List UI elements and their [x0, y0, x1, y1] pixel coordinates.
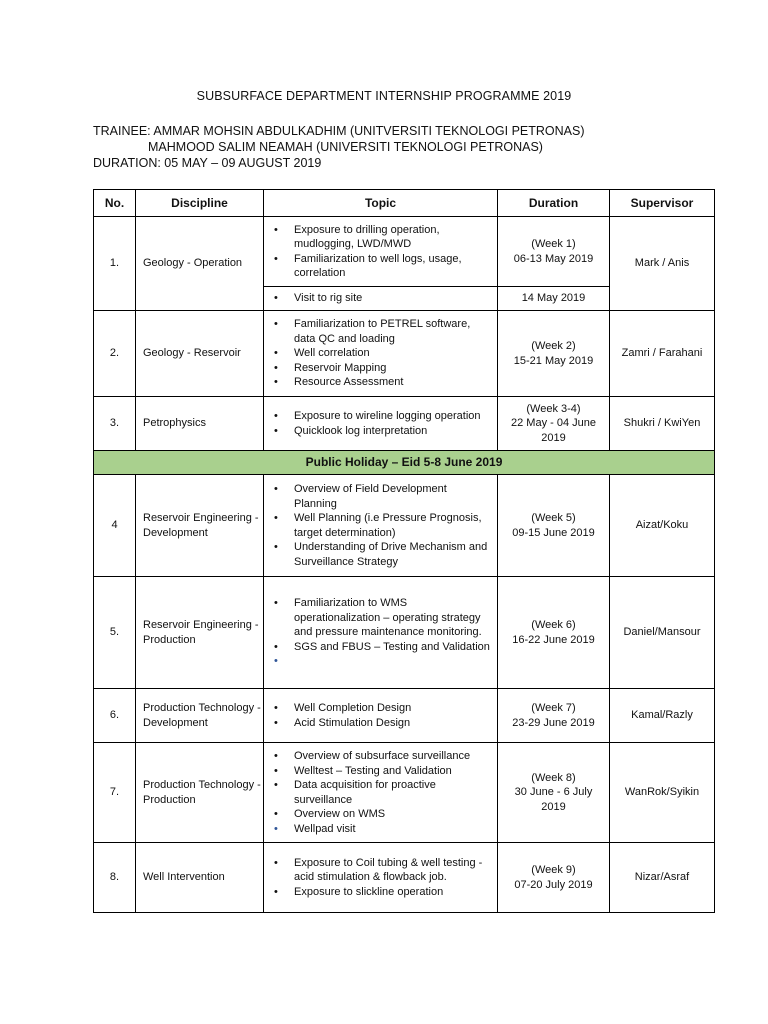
row-supervisor: Daniel/Mansour: [610, 577, 715, 689]
row-discipline: Production Technology - Production: [136, 743, 264, 843]
row-topic: [264, 689, 498, 743]
duration-week: (Week 2): [531, 340, 576, 352]
row-no: 8.: [94, 843, 136, 913]
topic-item: • Overview of subsurface surveillance: [274, 749, 491, 764]
duration-dates: 06-13 May 2019: [513, 252, 594, 265]
holiday-label: Public Holiday – Eid 5-8 June 2019: [94, 451, 715, 475]
trainee-info: [93, 123, 585, 171]
topic-item: • Familiarization to WMS operationalization – operating strategy and pressure maintenance monitoring.: [274, 596, 491, 640]
topic-item: • Acid Stimulation Design: [274, 716, 491, 731]
row-supervisor: WanRok/Syikin: [610, 743, 715, 843]
duration-week: (Week 6): [531, 619, 576, 631]
row-no: 2.: [94, 311, 136, 397]
table-row: [94, 475, 715, 577]
topic-item: • Familiarization to well logs, usage, correlation: [274, 252, 491, 281]
topic-item: • Welltest – Testing and Validation: [274, 764, 491, 779]
duration-year: 2019: [541, 800, 566, 813]
row-duration: [498, 743, 610, 843]
row-topic: [264, 311, 498, 397]
header-supervisor: Supervisor: [610, 190, 715, 217]
row-discipline: Geology - Reservoir: [136, 311, 264, 397]
topic-item: • Visit to rig site: [274, 291, 491, 306]
duration-week: (Week 9): [531, 864, 576, 876]
row-discipline: Petrophysics: [136, 397, 264, 451]
row-duration: [498, 311, 610, 397]
row-duration: [498, 217, 610, 287]
duration-line: DURATION: 05 MAY – 09 AUGUST 2019: [93, 156, 322, 170]
row-no: 4: [94, 475, 136, 577]
topic-item: • Well correlation: [274, 346, 491, 361]
table-header-row: [94, 190, 715, 217]
topic-item: • Exposure to slickline operation: [274, 885, 491, 900]
row-topic: [264, 287, 498, 311]
table-row: [94, 577, 715, 689]
row-supervisor: Mark / Anis: [610, 217, 715, 311]
header-topic: Topic: [264, 190, 498, 217]
header-discipline: Discipline: [136, 190, 264, 217]
topic-item: • Exposure to wireline logging operation: [274, 409, 491, 424]
row-discipline: Reservoir Engineering - Production: [136, 577, 264, 689]
topic-item: • Reservoir Mapping: [274, 361, 491, 376]
topic-item: • Quicklook log interpretation: [274, 424, 491, 439]
duration-week: (Week 8): [531, 771, 576, 784]
table-row: [94, 397, 715, 451]
holiday-row: [94, 451, 715, 475]
duration-dates: 09-15 June 2019: [512, 526, 595, 539]
duration-dates: 30 June - 6 July: [514, 786, 593, 799]
row-discipline: Geology - Operation: [136, 217, 264, 311]
topic-item: • SGS and FBUS – Testing and Validation: [274, 640, 491, 655]
duration-week: (Week 5): [531, 512, 576, 524]
topic-item: • Well Planning (i.e Pressure Prognosis, target determination): [274, 511, 491, 540]
table-row: [94, 217, 715, 287]
topic-item: • Well Completion Design: [274, 701, 491, 716]
duration-year: 2019: [541, 431, 566, 444]
row-discipline: Well Intervention: [136, 843, 264, 913]
row-no: 3.: [94, 397, 136, 451]
topic-item: • Data acquisition for proactive surveillance: [274, 778, 491, 807]
duration-dates: 07-20 July 2019: [514, 878, 593, 891]
table-row: [94, 743, 715, 843]
trainee-line-2: MAHMOOD SALIM NEAMAH (UNIVERSITI TEKNOLOGI PETRONAS): [148, 140, 543, 154]
duration-dates: 16-22 June 2019: [512, 633, 595, 646]
duration-dates: 23-29 June 2019: [512, 716, 595, 729]
row-discipline: Reservoir Engineering - Development: [136, 475, 264, 577]
trainee-line-1: TRAINEE: AMMAR MOHSIN ABDULKADHIM (UNITVERSITI TEKNOLOGI PETRONAS): [93, 124, 585, 138]
duration-dates: 22 May - 04 June: [511, 417, 596, 430]
row-supervisor: Kamal/Razly: [610, 689, 715, 743]
topic-item: • Resource Assessment: [274, 375, 491, 390]
row-no: 7.: [94, 743, 136, 843]
row-duration: [498, 843, 610, 913]
row-supervisor: Aizat/Koku: [610, 475, 715, 577]
topic-item: • Overview on WMS: [274, 807, 491, 822]
row-duration: [498, 689, 610, 743]
row-topic: [264, 843, 498, 913]
row-topic: [264, 475, 498, 577]
topic-item: • Familiarization to PETREL software, data QC and loading: [274, 317, 491, 346]
row-no: 1.: [94, 217, 136, 311]
topic-item: • Wellpad visit: [274, 822, 491, 837]
topic-item-empty: [274, 654, 491, 669]
row-no: 5.: [94, 577, 136, 689]
row-topic: [264, 217, 498, 287]
topic-item: • Understanding of Drive Mechanism and Surveillance Strategy: [274, 540, 491, 569]
duration-week: (Week 3-4): [526, 402, 581, 415]
header-no: No.: [94, 190, 136, 217]
row-supervisor: Zamri / Farahani: [610, 311, 715, 397]
duration-dates: 15-21 May 2019: [513, 354, 594, 367]
table-row: [94, 689, 715, 743]
row-supervisor: Shukri / KwiYen: [610, 397, 715, 451]
row-duration: [498, 475, 610, 577]
row-duration: [498, 577, 610, 689]
table-row: [94, 311, 715, 397]
table-row: [94, 843, 715, 913]
duration-week: (Week 1): [531, 238, 576, 250]
row-topic: [264, 397, 498, 451]
programme-table: [93, 189, 715, 913]
topic-item: • Overview of Field Development Planning: [274, 482, 491, 511]
document-title: SUBSURFACE DEPARTMENT INTERNSHIP PROGRAMME 2019: [196, 89, 572, 103]
row-topic: [264, 743, 498, 843]
duration-week: (Week 7): [531, 702, 576, 714]
row-discipline: Production Technology - Development: [136, 689, 264, 743]
header-duration: Duration: [498, 190, 610, 217]
topic-item: • Exposure to Coil tubing & well testing - acid stimulation & flowback job.: [274, 856, 491, 885]
row-topic: [264, 577, 498, 689]
row-duration: [498, 397, 610, 451]
row-supervisor: Nizar/Asraf: [610, 843, 715, 913]
topic-item: • Exposure to drilling operation, mudlogging, LWD/MWD: [274, 223, 491, 252]
row-no: 6.: [94, 689, 136, 743]
row-duration: 14 May 2019: [498, 287, 610, 311]
